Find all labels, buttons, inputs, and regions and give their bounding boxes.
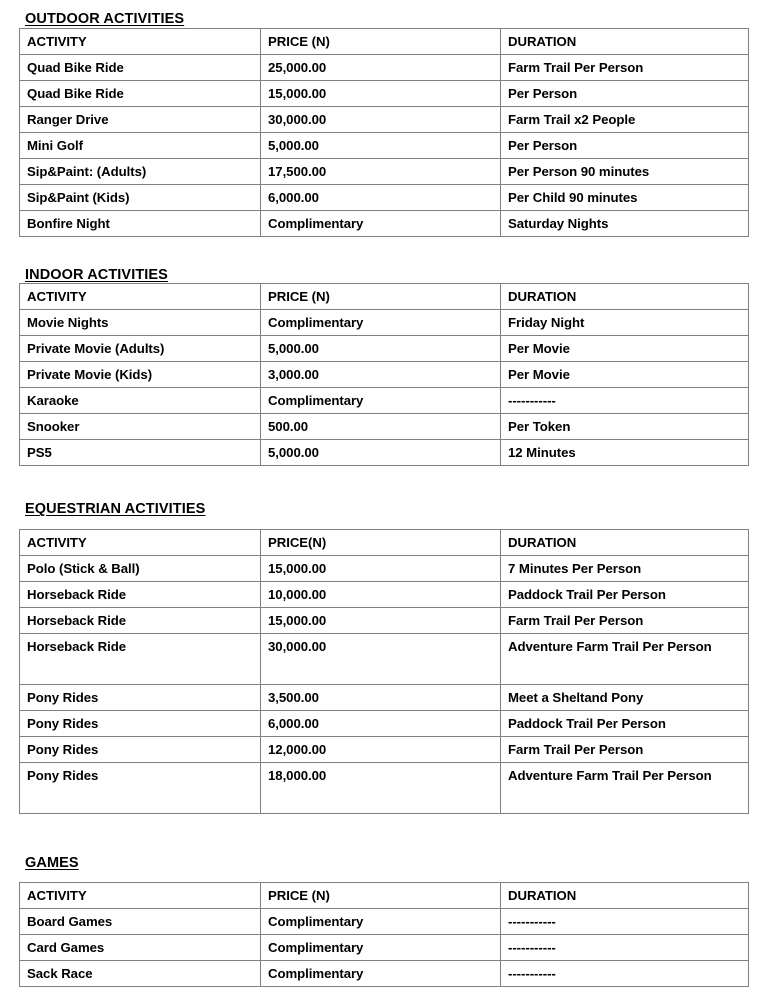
table-row xyxy=(20,132,749,158)
cell-activity: Pony Rides xyxy=(20,736,261,762)
cell-duration: Saturday Nights xyxy=(501,210,749,236)
cell-duration: Per Person xyxy=(501,80,749,106)
table-header-row xyxy=(20,883,749,909)
heading-table-spacer xyxy=(19,518,748,529)
table-header-row xyxy=(20,529,749,555)
cell-activity: Pony Rides xyxy=(20,710,261,736)
cell-price: 500.00 xyxy=(261,414,501,440)
section-heading-outdoor: OUTDOOR ACTIVITIES xyxy=(25,11,185,27)
table-row xyxy=(20,633,749,684)
column-header-activity: ACTIVITY xyxy=(20,883,261,909)
cell-activity: Sip&Paint: (Adults) xyxy=(20,158,261,184)
table-row xyxy=(20,961,749,987)
cell-duration: Paddock Trail Per Person xyxy=(501,581,749,607)
cell-duration: Per Movie xyxy=(501,362,749,388)
cell-price: 15,000.00 xyxy=(261,607,501,633)
cell-duration: Farm Trail Per Person xyxy=(501,607,749,633)
section-equestrian-activities xyxy=(0,502,768,814)
cell-duration: ----------- xyxy=(501,935,749,961)
column-header-activity: ACTIVITY xyxy=(20,529,261,555)
column-header-duration: DURATION xyxy=(501,284,749,310)
column-header-activity: ACTIVITY xyxy=(20,28,261,54)
cell-price: 18,000.00 xyxy=(261,762,501,813)
table-row xyxy=(20,581,749,607)
table-row xyxy=(20,555,749,581)
cell-activity: Sip&Paint (Kids) xyxy=(20,184,261,210)
table-row xyxy=(20,710,749,736)
section-outdoor-activities xyxy=(0,12,768,237)
table-outdoor-activities xyxy=(19,28,749,237)
table-equestrian-activities xyxy=(19,529,749,814)
cell-activity: Pony Rides xyxy=(20,684,261,710)
cell-duration: ----------- xyxy=(501,961,749,987)
column-header-activity: ACTIVITY xyxy=(20,284,261,310)
cell-price: 15,000.00 xyxy=(261,555,501,581)
column-header-price: PRICE (N) xyxy=(261,284,501,310)
cell-duration: Per Person xyxy=(501,132,749,158)
table-row xyxy=(20,310,749,336)
cell-price: 3,500.00 xyxy=(261,684,501,710)
table-row xyxy=(20,414,749,440)
cell-price: 5,000.00 xyxy=(261,132,501,158)
section-heading-games: GAMES xyxy=(25,854,79,871)
cell-activity: Card Games xyxy=(20,935,261,961)
cell-duration: Farm Trail x2 People xyxy=(501,106,749,132)
table-row xyxy=(20,607,749,633)
cell-price: 17,500.00 xyxy=(261,158,501,184)
cell-price: 30,000.00 xyxy=(261,106,501,132)
section-games xyxy=(0,856,768,988)
cell-price: 15,000.00 xyxy=(261,80,501,106)
cell-activity: Mini Golf xyxy=(20,132,261,158)
section-indoor-activities xyxy=(0,268,768,467)
table-row xyxy=(20,909,749,935)
table-row xyxy=(20,362,749,388)
cell-duration: 7 Minutes Per Person xyxy=(501,555,749,581)
table-row xyxy=(20,388,749,414)
cell-price: Complimentary xyxy=(261,210,501,236)
cell-duration: ----------- xyxy=(501,909,749,935)
cell-activity: Quad Bike Ride xyxy=(20,80,261,106)
cell-duration: Per Person 90 minutes xyxy=(501,158,749,184)
table-games xyxy=(19,882,749,987)
cell-price: Complimentary xyxy=(261,388,501,414)
section-heading-indoor: INDOOR ACTIVITIES xyxy=(25,266,168,283)
cell-duration: Paddock Trail Per Person xyxy=(501,710,749,736)
table-header-row xyxy=(20,284,749,310)
cell-duration: ----------- xyxy=(501,388,749,414)
cell-activity: PS5 xyxy=(20,440,261,466)
column-header-price: PRICE(N) xyxy=(261,529,501,555)
cell-price: Complimentary xyxy=(261,909,501,935)
table-row xyxy=(20,336,749,362)
table-row xyxy=(20,184,749,210)
column-header-duration: DURATION xyxy=(501,28,749,54)
table-row xyxy=(20,80,749,106)
table-row xyxy=(20,440,749,466)
column-header-duration: DURATION xyxy=(501,529,749,555)
column-header-price: PRICE (N) xyxy=(261,28,501,54)
cell-duration: Adventure Farm Trail Per Person xyxy=(501,762,749,813)
cell-price: Complimentary xyxy=(261,961,501,987)
table-row xyxy=(20,684,749,710)
cell-activity: Quad Bike Ride xyxy=(20,54,261,80)
cell-price: 5,000.00 xyxy=(261,336,501,362)
cell-duration: Per Movie xyxy=(501,336,749,362)
cell-activity: Pony Rides xyxy=(20,762,261,813)
cell-activity: Board Games xyxy=(20,909,261,935)
cell-duration: Per Child 90 minutes xyxy=(501,184,749,210)
table-row xyxy=(20,736,749,762)
heading-table-spacer xyxy=(19,871,748,882)
cell-duration: Farm Trail Per Person xyxy=(501,736,749,762)
cell-price: 25,000.00 xyxy=(261,54,501,80)
cell-price: 3,000.00 xyxy=(261,362,501,388)
cell-activity: Movie Nights xyxy=(20,310,261,336)
cell-price: Complimentary xyxy=(261,310,501,336)
table-row xyxy=(20,106,749,132)
cell-activity: Polo (Stick & Ball) xyxy=(20,555,261,581)
cell-duration: Adventure Farm Trail Per Person xyxy=(501,633,749,684)
cell-activity: Private Movie (Kids) xyxy=(20,362,261,388)
cell-activity: Bonfire Night xyxy=(20,210,261,236)
table-row xyxy=(20,210,749,236)
cell-activity: Private Movie (Adults) xyxy=(20,336,261,362)
cell-activity: Horseback Ride xyxy=(20,607,261,633)
cell-activity: Sack Race xyxy=(20,961,261,987)
cell-activity: Horseback Ride xyxy=(20,581,261,607)
cell-duration: 12 Minutes xyxy=(501,440,749,466)
cell-price: 5,000.00 xyxy=(261,440,501,466)
cell-activity: Horseback Ride xyxy=(20,633,261,684)
cell-price: 6,000.00 xyxy=(261,710,501,736)
column-header-duration: DURATION xyxy=(501,883,749,909)
cell-price: 6,000.00 xyxy=(261,184,501,210)
section-heading-equestrian: EQUESTRIAN ACTIVITIES xyxy=(25,501,206,517)
table-indoor-activities xyxy=(19,283,749,466)
cell-duration: Friday Night xyxy=(501,310,749,336)
table-row xyxy=(20,54,749,80)
cell-activity: Snooker xyxy=(20,414,261,440)
table-header-row xyxy=(20,28,749,54)
cell-duration: Farm Trail Per Person xyxy=(501,54,749,80)
cell-price: Complimentary xyxy=(261,935,501,961)
table-row xyxy=(20,762,749,813)
section-spacer xyxy=(0,237,768,268)
cell-activity: Karaoke xyxy=(20,388,261,414)
cell-price: 30,000.00 xyxy=(261,633,501,684)
cell-duration: Meet a Sheltand Pony xyxy=(501,684,749,710)
section-spacer xyxy=(0,814,768,856)
section-spacer xyxy=(0,466,768,502)
cell-price: 10,000.00 xyxy=(261,581,501,607)
column-header-price: PRICE (N) xyxy=(261,883,501,909)
table-row xyxy=(20,935,749,961)
table-row xyxy=(20,158,749,184)
cell-price: 12,000.00 xyxy=(261,736,501,762)
cell-activity: Ranger Drive xyxy=(20,106,261,132)
cell-duration: Per Token xyxy=(501,414,749,440)
